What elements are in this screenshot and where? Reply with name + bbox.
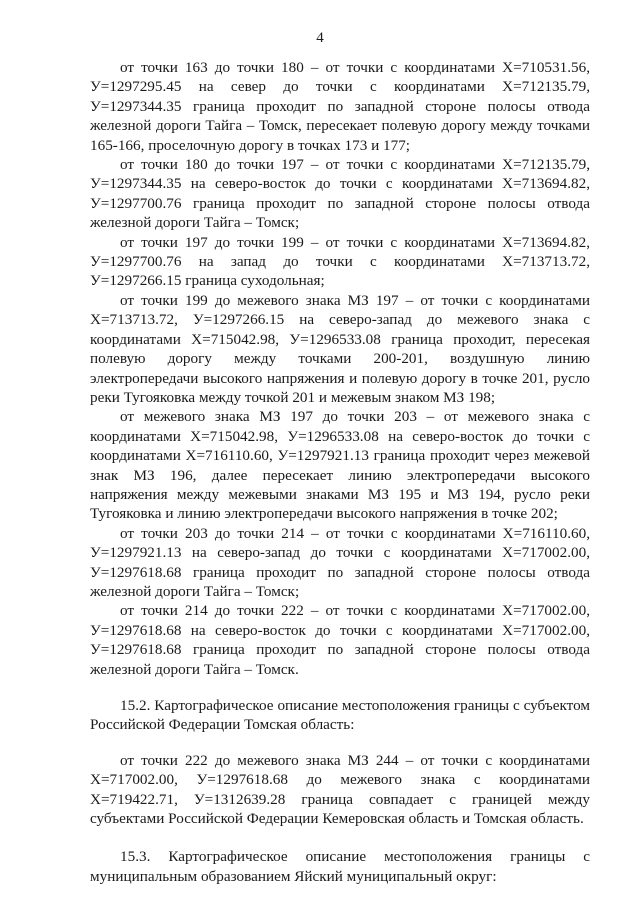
section-15-2-paragraph: от точки 222 до межевого знака МЗ 244 – от точки с координатами Х=717002.00, У=1297618.68 до межевого знака с координатами Х=719422.71, У=1312639.28 граница совпадает с границей между субъектами Российской Федерации Кемеровская область и Томская область. [90,751,590,828]
paragraph-180-197: от точки 180 до точки 197 – от точки с координатами Х=712135.79, У=1297344.35 на северо-восток до точки с координатами Х=713694.82, У=1297700.76 граница проходит по западной стороне полосы отвода железной дороги Тайга – Томск; [90,156,590,232]
page-number: 4 [316,30,324,46]
section-15-2-heading: 15.2. Картографическое описание местоположения границы с субъектом Российской Федерации Томская область: [90,697,590,734]
document-body [90,58,590,886]
paragraph-214-222: от точки 214 до точки 222 – от точки с координатами Х=717002.00, У=1297618.68 на северо-восток до точки с координатами Х=717002.00, У=1297618.68 граница проходит по западной стороне полосы отвода железной дороги Тайга – Томск. [90,602,590,678]
paragraph-199-mz197: от точки 199 до межевого знака МЗ 197 – от точки с координатами Х=713713.72, У=1297266.15 на северо-запад до межевого знака с координатами Х=715042.98, У=1296533.08 граница проходит, пересекая полевую дорогу между точками 200-201, воздушную линию электропередачи высокого напряжения и полевую дорогу в точке 201, русло реки Тугояковка между точкой 201 и межевым знаком МЗ 198; [90,291,590,406]
paragraph-163-180: от точки 163 до точки 180 – от точки с координатами Х=710531.56, У=1297295.45 на север до точки с координатами Х=712135.79, У=1297344.35 граница проходит по западной стороне полосы отвода железной дороги Тайга – Томск, пересекает полевую дорогу между точками 165-166, проселочную дорогу в точках 173 и 177; [90,59,590,154]
section-15-3-heading: 15.3. Картографическое описание местоположения границы с муниципальным образованием Яйский муниципальный округ: [90,848,590,885]
paragraph-197-199: от точки 197 до точки 199 – от точки с координатами Х=713694.82, У=1297700.76 на запад до точки с координатами Х=713713.72, У=1297266.15 граница суходольная; [90,233,590,290]
paragraph-mz197-203: от межевого знака МЗ 197 до точки 203 – от межевого знака с координатами Х=715042.98, У=1296533.08 на северо-восток до точки с координатами Х=716110.60, У=1297921.13 граница проходит через межевой знак МЗ 196, далее пересекает линию электропередачи высокого напряжения между межевыми знаками МЗ 195 и МЗ 194, русло реки Тугояковка и линию электропередачи высокого напряжения в точке 202; [90,408,590,523]
paragraph-203-214: от точки 203 до точки 214 – от точки с координатами Х=716110.60, У=1297921.13 на северо-запад до точки с координатами Х=717002.00, У=1297618.68 граница проходит по западной стороне полосы отвода железной дороги Тайга – Томск; [90,524,590,600]
